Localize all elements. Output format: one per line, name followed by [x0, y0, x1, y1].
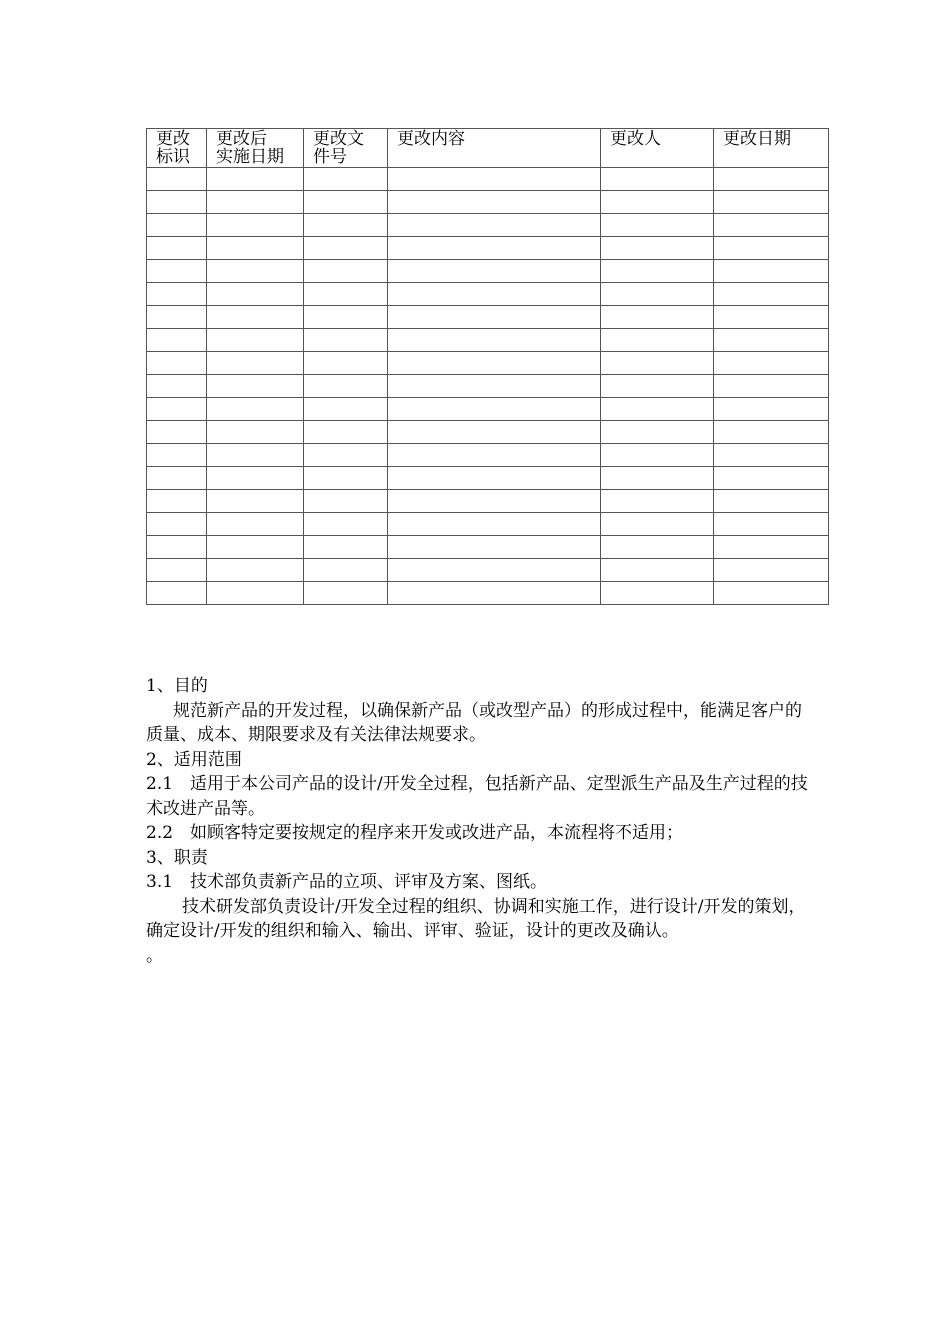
header-document-number: 更改文 件号 [304, 129, 388, 168]
table-cell [147, 191, 207, 214]
table-row [147, 582, 829, 605]
table-cell [388, 513, 601, 536]
table-cell [147, 237, 207, 260]
table-cell [388, 375, 601, 398]
table-cell [601, 260, 714, 283]
table-cell [304, 191, 388, 214]
table-cell [601, 536, 714, 559]
table-cell [601, 191, 714, 214]
table-cell [304, 283, 388, 306]
table-row [147, 352, 829, 375]
table-cell [304, 536, 388, 559]
table-cell [388, 306, 601, 329]
table-cell [147, 421, 207, 444]
table-cell [388, 490, 601, 513]
table-cell [388, 168, 601, 191]
table-cell [304, 559, 388, 582]
section-2-item-2: 2.2 如顾客特定要按规定的程序来开发或改进产品，本流程将不适用； [146, 823, 684, 843]
table-cell [601, 283, 714, 306]
document-body [146, 674, 814, 968]
section-3-heading: 3、职责 [146, 847, 208, 868]
section-3-item-1: 3.1 技术部负责新产品的立项、评审及方案、图纸。 [146, 872, 548, 892]
table-cell [714, 398, 829, 421]
table-row [147, 168, 829, 191]
table-cell [388, 352, 601, 375]
table-cell [147, 536, 207, 559]
table-cell [147, 513, 207, 536]
table-cell [304, 375, 388, 398]
table-cell [207, 329, 304, 352]
table-cell [304, 168, 388, 191]
table-cell [714, 237, 829, 260]
table-cell [304, 467, 388, 490]
table-cell [147, 260, 207, 283]
table-row [147, 191, 829, 214]
table-cell [714, 352, 829, 375]
table-cell [147, 168, 207, 191]
table-cell [304, 398, 388, 421]
end-mark: 。 [146, 945, 163, 966]
table-cell [714, 490, 829, 513]
table-cell [304, 237, 388, 260]
table-cell [207, 283, 304, 306]
table-cell [207, 559, 304, 582]
table-row [147, 375, 829, 398]
table-cell [388, 260, 601, 283]
table-cell [388, 191, 601, 214]
table-cell [601, 559, 714, 582]
table-cell [388, 283, 601, 306]
table-cell [601, 467, 714, 490]
header-changed-by: 更改人 [601, 129, 714, 168]
header-change-date: 更改日期 [714, 129, 829, 168]
table-cell [207, 582, 304, 605]
table-cell [147, 467, 207, 490]
table-cell [207, 513, 304, 536]
table-cell [304, 214, 388, 237]
section-1-text: 规范新产品的开发过程，以确保新产品（或改型产品）的形成过程中，能满足客户的质量、成本、期限要求及有关法律法规要求。 [146, 700, 802, 745]
table-cell [601, 582, 714, 605]
table-cell [601, 490, 714, 513]
table-cell [207, 375, 304, 398]
table-cell [714, 513, 829, 536]
table-header-row [147, 129, 829, 168]
table-cell [147, 375, 207, 398]
table-row [147, 421, 829, 444]
table-cell [207, 467, 304, 490]
table-cell [207, 536, 304, 559]
table-cell [388, 559, 601, 582]
table-row [147, 444, 829, 467]
table-row [147, 490, 829, 513]
table-row [147, 536, 829, 559]
table-cell [388, 329, 601, 352]
change-record-table [146, 128, 829, 605]
table-cell [207, 306, 304, 329]
table-cell [388, 214, 601, 237]
table-row [147, 467, 829, 490]
table-cell [714, 582, 829, 605]
table-cell [304, 490, 388, 513]
table-cell [388, 536, 601, 559]
table-cell [601, 168, 714, 191]
table-cell [304, 352, 388, 375]
table-cell [714, 214, 829, 237]
table-row [147, 260, 829, 283]
table-cell [147, 352, 207, 375]
table-cell [147, 582, 207, 605]
table-cell [207, 352, 304, 375]
table-cell [714, 329, 829, 352]
table-cell [714, 283, 829, 306]
table-cell [601, 306, 714, 329]
table-cell [147, 444, 207, 467]
table-cell [601, 444, 714, 467]
table-cell [388, 582, 601, 605]
table-cell [147, 306, 207, 329]
table-cell [714, 559, 829, 582]
table-cell [601, 329, 714, 352]
table-cell [714, 260, 829, 283]
table-row [147, 329, 829, 352]
table-cell [207, 191, 304, 214]
table-cell [304, 306, 388, 329]
table-cell [714, 421, 829, 444]
table-cell [147, 490, 207, 513]
table-cell [147, 398, 207, 421]
header-effective-date: 更改后 实施日期 [207, 129, 304, 168]
table-cell [714, 536, 829, 559]
table-cell [207, 421, 304, 444]
table-row [147, 237, 829, 260]
table-cell [304, 582, 388, 605]
table-cell [207, 444, 304, 467]
table-cell [304, 513, 388, 536]
table-cell [147, 283, 207, 306]
table-cell [714, 191, 829, 214]
section-2-heading: 2、适用范围 [146, 749, 242, 770]
table-cell [304, 421, 388, 444]
table-cell [207, 237, 304, 260]
table-cell [304, 260, 388, 283]
section-2-item-1: 2.1 适用于本公司产品的设计/开发全过程，包括新产品、定型派生产品及生产过程的技术改进产品等。 [146, 774, 808, 819]
table-cell [714, 467, 829, 490]
table-cell [601, 237, 714, 260]
table-cell [601, 375, 714, 398]
table-cell [207, 260, 304, 283]
table-cell [147, 329, 207, 352]
table-cell [601, 398, 714, 421]
table-cell [304, 329, 388, 352]
table-cell [147, 214, 207, 237]
table-row [147, 559, 829, 582]
table-cell [388, 237, 601, 260]
table-row [147, 513, 829, 536]
table-row [147, 283, 829, 306]
table-cell [601, 513, 714, 536]
table-cell [388, 444, 601, 467]
table-cell [601, 352, 714, 375]
table-cell [388, 398, 601, 421]
table-row [147, 306, 829, 329]
table-cell [207, 214, 304, 237]
header-change-content: 更改内容 [388, 129, 601, 168]
table-cell [714, 306, 829, 329]
table-cell [714, 168, 829, 191]
table-cell [388, 467, 601, 490]
table-body [147, 168, 829, 605]
header-change-id: 更改 标识 [147, 129, 207, 168]
table-cell [601, 421, 714, 444]
table-cell [388, 421, 601, 444]
table-cell [714, 444, 829, 467]
table-cell [714, 375, 829, 398]
table-cell [207, 398, 304, 421]
table-cell [147, 559, 207, 582]
table-cell [601, 214, 714, 237]
table-row [147, 214, 829, 237]
section-3-text: 技术研发部负责设计/开发全过程的组织、协调和实施工作，进行设计/开发的策划，确定设计/开发的组织和输入、输出、评审、验证，设计的更改及确认。 [146, 896, 806, 941]
table-row [147, 398, 829, 421]
table-cell [207, 490, 304, 513]
table-cell [304, 444, 388, 467]
table-cell [207, 168, 304, 191]
section-1-heading: 1、目的 [146, 676, 208, 696]
